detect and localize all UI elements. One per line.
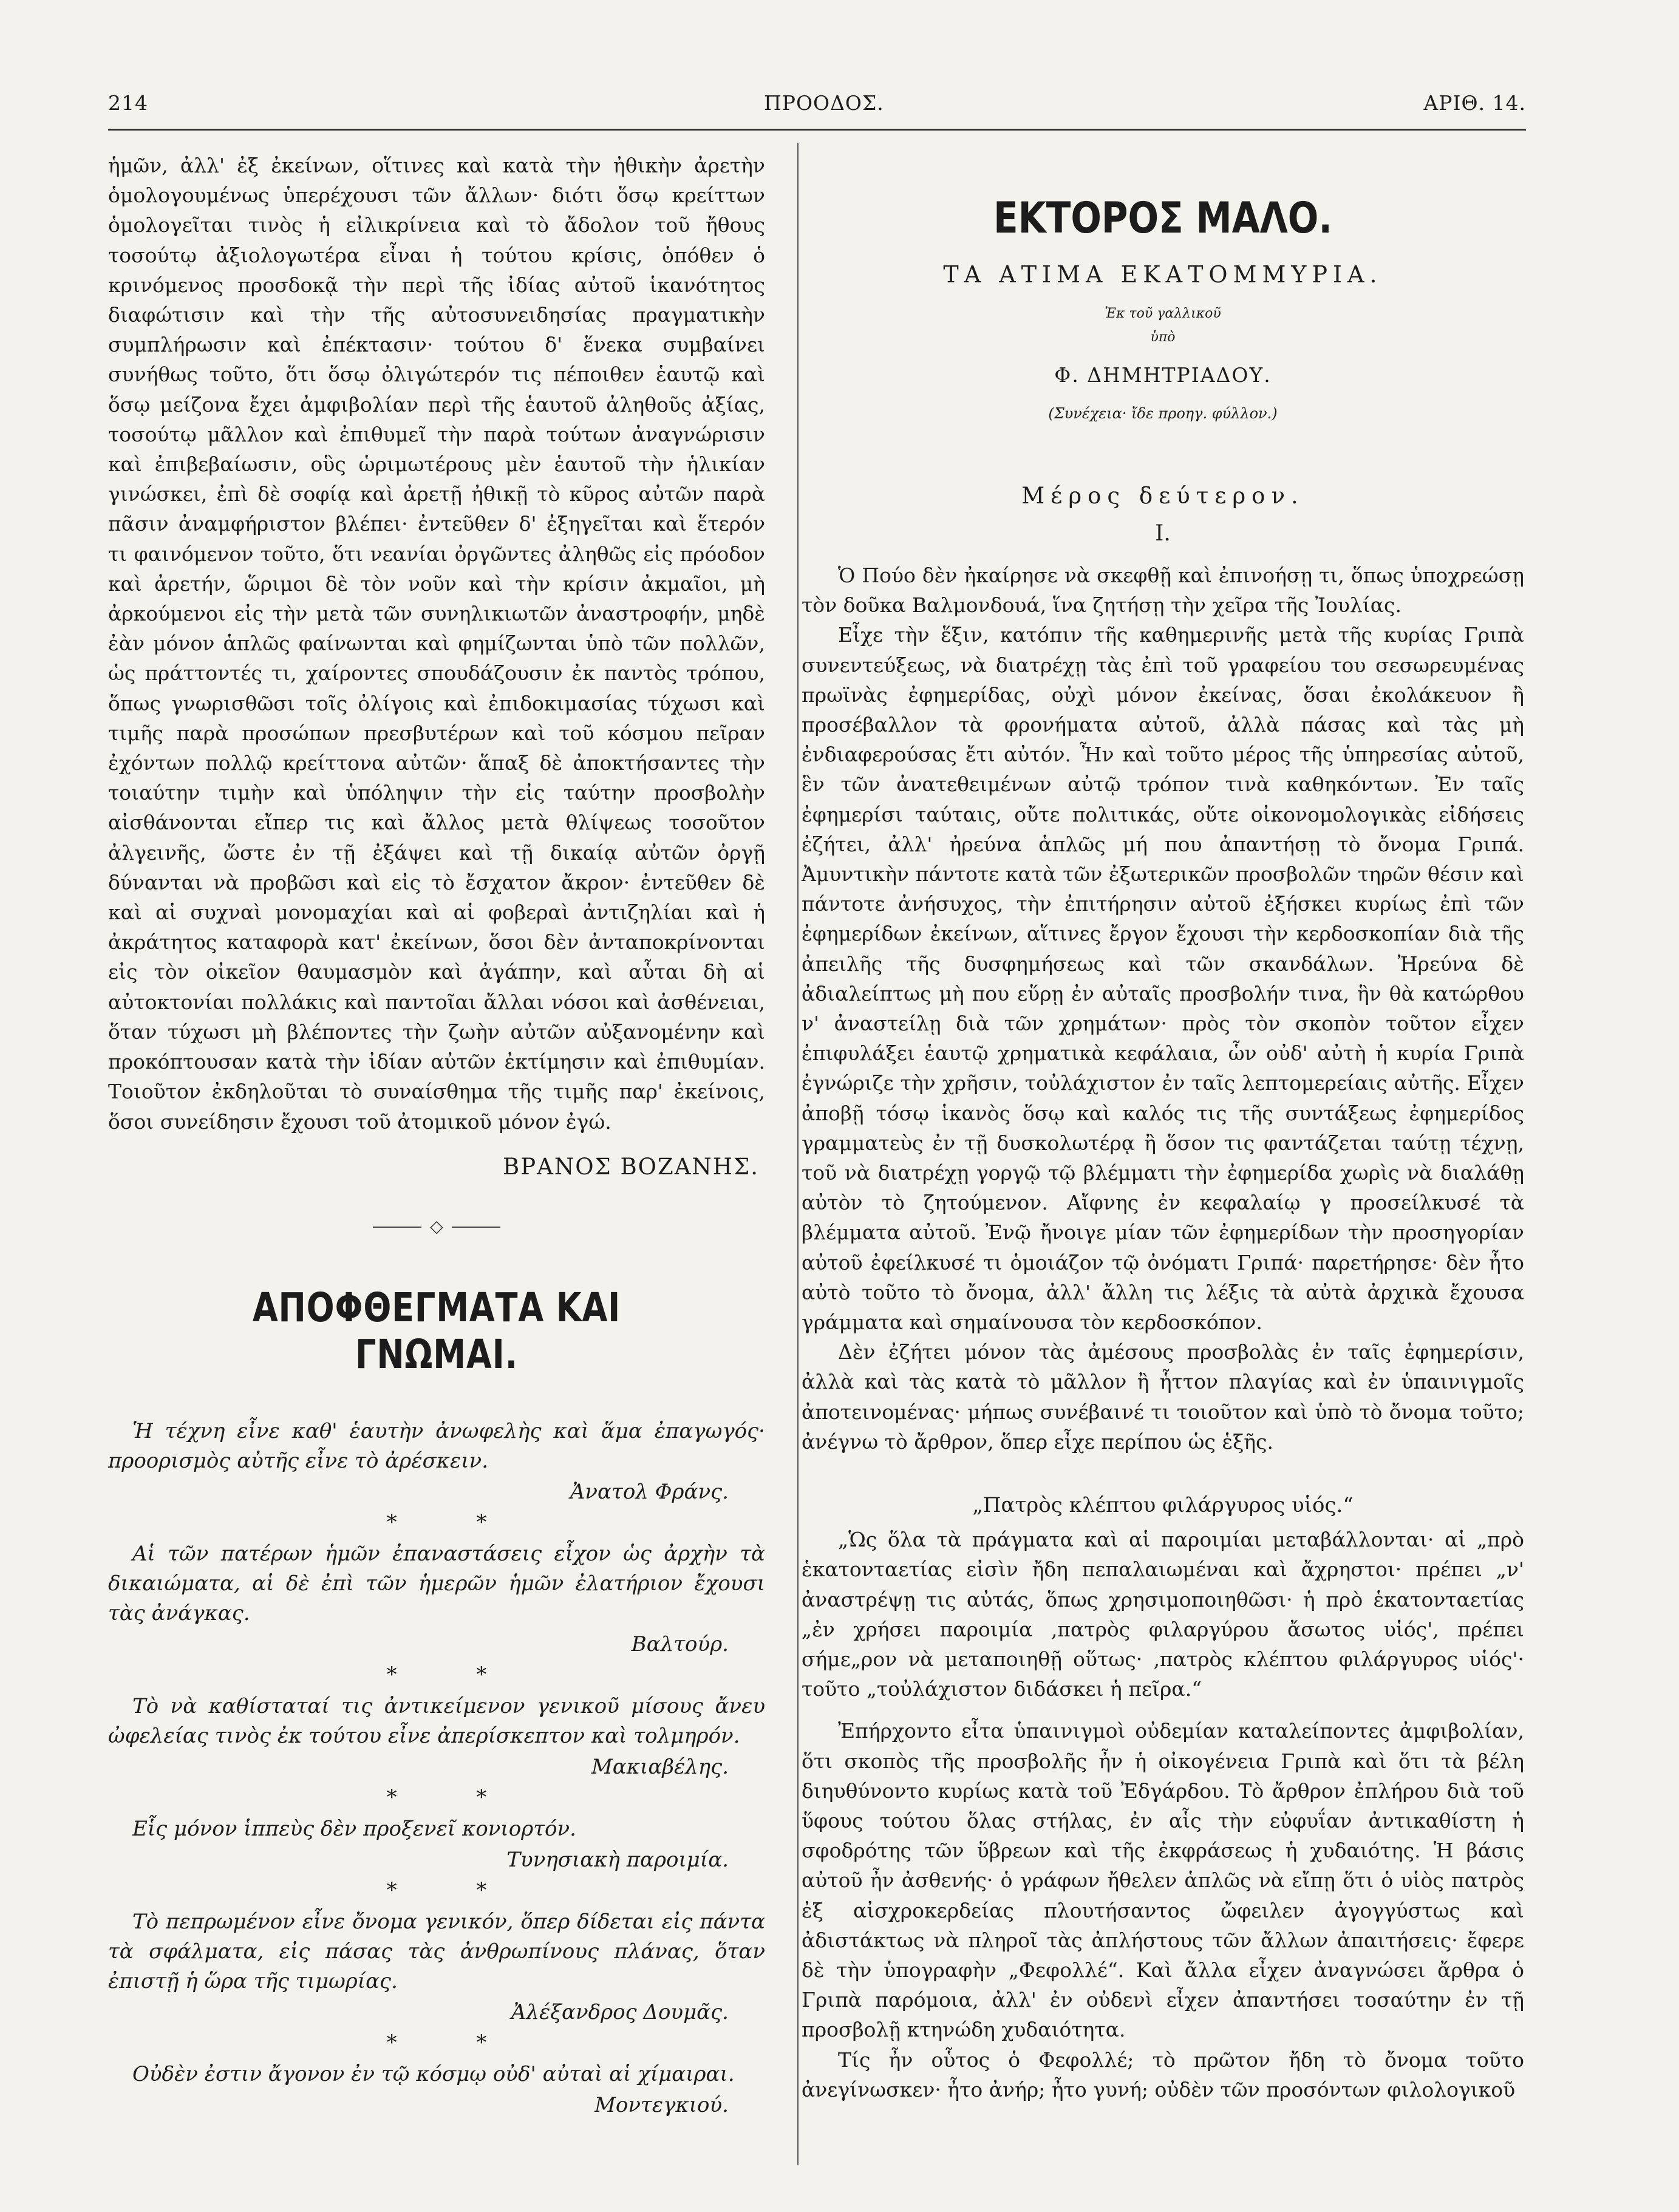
journal-title: ΠΡΟΟΔΟΣ. [764, 91, 884, 115]
separator-stars: * * [386, 1662, 523, 1687]
separator-stars: * * [386, 1509, 523, 1534]
saying-text: Τὸ πεπρωμένον εἶνε ὄνομα γενικόν, ὅπερ δίδεται εἰς πάντα τὰ σφάλματα, εἰς πάσας τὰς ἀνθρωπίνους πλάνας, ὅταν ἐπιστῇ ἡ ὥρα τῆς τιμωρίας. [108, 1909, 765, 1993]
saying-author: Ἀνατολ Φράνς. [570, 1479, 729, 1504]
saying-text: Ἡ τέχνη εἶνε καθ' ἑαυτὴν ἀνωφελὴς καὶ ἅμα ἐπαγωγός· προορισμὸς αὐτῆς εἶνε τὸ ἀρέσκειν. [108, 1418, 765, 1473]
saying-4 [108, 1814, 765, 1872]
continuation-note: (Συνέχεια· ἴδε προηγ. φύλλον.) [1048, 405, 1278, 422]
story-paragraph: Δὲν ἐζήτει μόνον τὰς ἀμέσους προσβολὰς ἐν ταῖς ἐφημερίσιν, ἀλλὰ καὶ τὰς κατὰ τὸ μᾶλλον ἢ ἧττον πλαγίας καὶ ἐν ὑπαινιγμοῖς ἀποτεινομένας· μήπως συνέβαινέ τι τοιοῦτον καὶ ὑπὸ τὸ ὄνομα τοῦτο; ἀνέγνω τὸ ἄρθρον, ὅπερ εἶχε περίπου ὡς ἑξῆς. [802, 1340, 1524, 1454]
saying-author: Ἀλέξανδρος Δουμᾶς. [511, 1999, 729, 2024]
saying-text: Αἱ τῶν πατέρων ἡμῶν ἐπαναστάσεις εἶχον ὡς ἀρχὴν τὰ δικαιώματα, αἱ δὲ ἐπὶ τῶν ἡμερῶν ἡμῶν ἐλατήριον ἔχουσι τὰς ἀνάγκας. [108, 1541, 765, 1625]
story-paragraph: Ἐπήρχοντο εἶτα ὑπαινιγμοὶ οὐδεμίαν καταλείποντες ἀμφιβολίαν, ὅτι σκοπὸς τῆς προσβολῆς ἦν ἡ οἰκογένεια Γριπὰ καὶ ὅτι τὰ βέλη διηυθύνοντο κυρίως κατὰ τοῦ Ἐδγάρδου. Τὸ ἄρθρον ἐπλήρου διὰ τοῦ ὕφους τούτου ὅλας στήλας, ἐν αἷς τὴν εὐφυΐαν ἀντικαθίστη ἡ σφοδρότης τῶν ὕβρεων καὶ τῆς ἐκφράσεως ἡ χυδαιότης. Ἡ βάσις αὐτοῦ ἦν ἀσθενής· ὁ γράφων ἤθελεν ἁπλῶς νὰ εἴπῃ ὅτι ὁ υἱὸς πατρὸς ἐξ αἰσχροκερδείας πλουτήσαντος ὤφειλεν ἀγογγύστως καὶ ἀδιστάκτως νὰ πληροῖ τὰς ἀπλήστους τῶν ἄλλων ἀπαιτήσεις· ἔφερε δὲ τὴν ὑπογραφὴν „Φεφολλέ“. Καὶ ἄλλα εἶχεν ἀναγνώσει ἄρθρα ὁ Γριπὰ παρόμοια, ἀλλ' ἐν οὐδενὶ εἶχεν ἀπαντήσει τοσαύτην ἐν τῇ προσβολῇ κτηνώδη χυδαιότητα. [802, 1719, 1524, 2042]
translation-by: ὑπὸ [1150, 330, 1176, 345]
saying-author: Μοντεγκιού. [594, 2092, 729, 2117]
separator-stars: * * [386, 2030, 523, 2055]
translation-note: Ἐκ τοῦ γαλλικοῦ [1105, 306, 1221, 321]
issue-number: ΑΡΙΘ. 14. [1423, 91, 1526, 115]
saying-5 [108, 1907, 765, 2024]
section-title: ΑΠΟΦΘΕΓΜΑΤΑ ΚΑΙ ΓΝΩΜΑΙ. [252, 1284, 621, 1378]
essay-signature: ΒΡΑΝΟΣ ΒΟΖΑΝΗΣ. [503, 1153, 759, 1180]
column-divider [797, 143, 799, 2165]
chapter-number: I. [1155, 521, 1171, 546]
separator-stars: * * [386, 1785, 523, 1809]
saying-6 [108, 2060, 765, 2117]
separator-stars: * * [386, 1877, 523, 1902]
saying-text: Τὸ νὰ καθίσταταί τις ἀντικείμενον γενικοῦ μίσους ἄνευ ὠφελείας τινὸς ἐκ τούτου εἶνε ἀπερίσκεπτον καὶ τολμηρόν. [108, 1693, 765, 1748]
story-paragraph: Τίς ἦν οὗτος ὁ Φεφολλέ; τὸ πρῶτον ἤδη τὸ ὄνομα τοῦτο ἀνεγίνωσκεν· ἦτο ἀνήρ; ἦτο γυνή; οὐδὲν τῶν προσόντων φιλολογικοῦ [802, 2047, 1524, 2101]
serial-subtitle: ΤΑ ΑΤΙΜΑ ΕΚΑΤΟΜΜΥΡΙΑ. [943, 261, 1383, 288]
translator-name: Φ. ΔΗΜΗΤΡΙΑΔΟΥ. [1054, 363, 1272, 387]
story-paragraph: Ὁ Πούο δὲν ἠκαίρησε νὰ σκεφθῇ καὶ ἐπινοήσῃ τι, ὅπως ὑποχρεώσῃ τὸν δοῦκα Βαλμονδουά, ἵνα ζητήσῃ τὴν χεῖρα τῆς Ἰουλίας. [802, 563, 1524, 618]
story-paragraph: Εἶχε τὴν ἕξιν, κατόπιν τῆς καθημερινῆς μετὰ τῆς κυρίας Γριπὰ συνεντεύξεως, νὰ διατρέχῃ τὰς ἐπὶ τοῦ γραφείου του σεσωρευμένας πρωϊνὰς ἐφημερίδας, οὐχὶ μόνον ἐκείνας, ὅσαι ἐκολάκευον ἢ προσέβαλλον τὰ φρονήματα αὐτοῦ, ἀλλὰ πάσας καὶ τὰς μὴ ἐνδιαφερούσας ἔτι αὐτόν. Ἦν καὶ τοῦτο μέρος τῆς ὑπηρεσίας αὐτοῦ, ἓν τῶν ἀνατεθειμένων αὐτῷ τρόπον τινὰ καθηκόντων. Ἐν ταῖς ἐφημερίσι ταύταις, οὔτε πολιτικάς, οὔτε οἰκονομολογικὰς εἰδήσεις ἐζήτει, ἀλλ' ἠρεύνα ἁπλῶς μή που ἀπαντήσῃ τὸ ὄνομα Γριπά. Ἀμυντικὴν πάντοτε κατὰ τῶν ἐξωτερικῶν προσβολῶν τηρῶν θέσιν καὶ πάντοτε ἀνήσυχος, τὴν ἐπιτήρησιν αὐτοῦ ἐξήσκει κυρίως ἐπὶ τῶν ἐφημερίδων ἐκείνων, αἵτινες ἔργον ἔχουσι τὴν κερδοσκοπίαν διὰ τῆς ἀπειλῆς τῆς δυσφημήσεως καὶ τῶν σκανδάλων. Ἠρεύνα δὲ ἀδιαλείπτως μὴ που εὕρῃ ἐν αὐταῖς προσβολήν τινα, ἣν θὰ κατώρθου ν' ἀναστείλῃ διὰ τῶν χρημάτων· πρὸς τὸν σκοπὸν τοῦτον εἶχεν ἐπιφυλάξει ἑαυτῷ χρηματικὰ κεφάλαια, ὧν οὐδ' αὐτὴ ἡ κυρία Γριπὰ ἐγνώριζε τὴν χρῆσιν, τοὐλάχιστον ἐν ταῖς λεπτομερείαις αὐτῆς. Εἶχεν ἀποβῇ τόσῳ ἱκανὸς ὅσῳ καὶ καλός τις τῆς συντάξεως ἐφημερίδος γραμματεὺς ἐν τῇ δυσκολωτέρᾳ ἢ ὅσον τις φαντάζεται ταύτῃ τέχνῃ, τοῦ νὰ διατρέχῃ γοργῷ τῷ βλέμματι τὴν ἐφημερίδα χωρὶς νὰ διαλάθῃ αὐτὸν τὸ ζητούμενον. Αἴφνης ἐν κεφαλαίῳ γ προσείλκυσέ τὰ βλέμματα αὐτοῦ. Ἐνῷ ἤνοιγε μίαν τῶν ἐφημερίδων τὴν προσηγορίαν αὐτοῦ ἐφείλκυσέ τι ὁμοιάζον τῷ ὀνόματι Γριπά· παρετήρησε· δὲν ἦτο αὐτὸ τοῦτο τὸ ὄνομα, ἀλλ' ἄλλη τις λέξις τὰ αὐτὰ ἀρχικὰ ἔχουσα γράμματα καὶ σημαίνουσα τὸν κερδοσκόπον. [802, 623, 1524, 1335]
saying-author: Μακιαβέλης. [591, 1754, 729, 1779]
serial-title: ΕΚΤΟΡΟΣ ΜΑΛΟ. [993, 193, 1332, 243]
saying-text: Εἷς μόνον ἱππεὺς δὲν προξενεῖ κονιορτόν. [132, 1816, 576, 1841]
left-column [108, 151, 765, 2123]
saying-2 [108, 1539, 765, 1656]
page-header [108, 91, 1526, 134]
saying-3 [108, 1692, 765, 1779]
saying-text: Οὐδὲν ἐστιν ἄγονον ἐν τῷ κόσμῳ οὐδ' αὐταὶ αἱ χίμαιραι. [132, 2061, 735, 2086]
section-ornament: ◇ [108, 1216, 765, 1240]
essay-text: ἡμῶν, ἀλλ' ἐξ ἐκείνων, οἵτινες καὶ κατὰ τὴν ἠθικὴν ἀρετὴν ὁμολογουμένως ὑπερέχουσι τῶν ἄλλων· διότι ὅσῳ κρείττων ὁμολογεῖται τινὸς ἡ εἰλικρίνεια καὶ τὸ ἄδολον τοῦ ἤθους τοσούτῳ ἀξιολογωτέρα εἶναι ἡ τούτου κρίσις, ὁπόθεν ὁ κρινόμενος προσδοκᾷ τὴν περὶ τῆς ἰδίας αὐτοῦ ἱκανότητος διαφώτισιν καὶ τὴν τῆς αὐτοσυνειδησίας πραγματικὴν συμπλήρωσιν καὶ ἐπέκτασιν· τούτου δ' ἕνεκα συμβαίνει συνήθως τοῦτο, ὅτι ὅσῳ ὀλιγώτερόν τις πέποιθεν ἑαυτῷ καὶ ὅσῳ μείζονα ἔχει ἀμφιβολίαν περὶ τῆς ἑαυτοῦ ἀληθοῦς ἀξίας, τοσούτῳ μᾶλλον καὶ ἐπιθυμεῖ τὴν παρὰ τούτων ἀναγνώρισιν καὶ ἐπιβεβαίωσιν, οὓς ὡριμωτέρους μὲν ἑαυτοῦ τὴν ἡλικίαν γινώσκει, ἐπὶ δὲ σοφίᾳ καὶ ἀρετῇ ἠθικῇ τὸ κῦρος αὐτῶν παρὰ πᾶσιν ἀναμφήριστον βλέπει· ἐντεῦθεν δ' ἐξηγεῖται καὶ ἕτερόν τι φαινόμενον τοῦτο, ὅτι νεανίαι ὀργῶντες ἀληθῶς εἰς πρόοδον καὶ ἀρετήν, ὥριμοι δὲ τὸν νοῦν καὶ τὴν κρίσιν ἀκμαῖοι, μὴ ἀρκούμενοι εἰς τὴν μετὰ τῶν συνηλικιωτῶν ἀναστροφήν, μηδὲ ἐὰν μόνον ἁπλῶς φαίνωνται καὶ φημίζωνται ὑπὸ τῶν πολλῶν, ὡς πράττοντές τι, χαίροντες σπουδάζουσιν ἐκ παντὸς τρόπου, ὅπως γνωρισθῶσι τοῖς ὀλίγοις καὶ ἐπιδοκιμασίας τύχωσι καὶ τιμῆς παρὰ προσώπων πρεσβυτέρων καὶ τοῦ κόσμου πεῖραν ἐχόντων πολλῷ κρείττονα αὐτῶν· ἅπαξ δὲ ἀποκτήσαντες τὴν τοιαύτην τιμὴν καὶ ὑπόληψιν τὴν εἰς ταύτην προσβολὴν αἰσθάνονται εἴπερ τις καὶ ἄλλος μετὰ θλίψεως τοσοῦτον ἀλγεινῆς, ὥστε ἐν τῇ ἐξάψει καὶ τῇ δικαίᾳ αὐτῶν ὀργῇ δύνανται νὰ προβῶσι καὶ εἰς τὸ ἔσχατον ἄκρον· ἐντεῦθεν δὲ καὶ αἱ συχναὶ μονομαχίαι καὶ αἱ φοβεραὶ ἀντιζηλίαι καὶ ἡ ἀκράτητος καταφορὰ κατ' ἐκείνων, ὅσοι δὲν ἀνταποκρίνονται εἰς τὸν οἰκεῖον θαυμασμὸν καὶ ἀγάπην, καὶ αὗται δὴ αἱ αὐτοκτονίαι πολλάκις καὶ παντοῖαι ἄλλαι νόσοι καὶ ἀσθένειαι, ὅταν τύχωσι μὴ βλέποντες τὴν ζωὴν αὐτῶν αὐξανομένην καὶ προκόπτουσαν κατὰ τὴν ἰδίαν αὐτῶν ἐκτίμησιν καὶ ἐπιθυμίαν. Τοιοῦτον ἐκδηλοῦται τὸ συναίσθημα τῆς τιμῆς παρ' ἐκείνοις, ὅσοι συνείδησιν ἔχουσι τοῦ ἀτομικοῦ μόνον ἐγώ. [108, 154, 765, 1134]
quoted-article-title: „Πατρὸς κλέπτου φιλάργυρος υἱός.“ [972, 1493, 1354, 1518]
saying-author: Βαλτούρ. [631, 1632, 729, 1656]
quoted-article-text: „Ὡς ὅλα τὰ πράγματα καὶ αἱ παροιμίαι μεταβάλλονται· αἱ „πρὸ ἑκατονταετίας εἰσὶν ἤδη πεπαλαιωμέναι καὶ ἄχρηστοι· πρέπει „ν' ἀναστρέψῃ τις αὐτάς, ὅπως χρησιμοποιηθῶσι· ἡ πρὸ ἑκατονταετίας „ἐν χρήσει παροιμία ‚πατρὸς φιλαργύρου ἄσωτος υἱός', πρέπει σήμε„ρον νὰ μεταποιηθῇ οὕτως· ‚πατρὸς κλέπτου φιλάργυρος υἱός'· τοῦτο „τοὐλάχιστον διδάσκει ἡ πεῖρα.“ [802, 1528, 1524, 1701]
page-number: 214 [108, 91, 148, 115]
header-rule [108, 129, 1526, 131]
right-column [802, 151, 1524, 2105]
part-heading: Μέρος δεύτερον. [1021, 483, 1304, 509]
saying-1 [108, 1417, 765, 1504]
saying-author: Τυνησιακὴ παροιμία. [506, 1847, 729, 1872]
